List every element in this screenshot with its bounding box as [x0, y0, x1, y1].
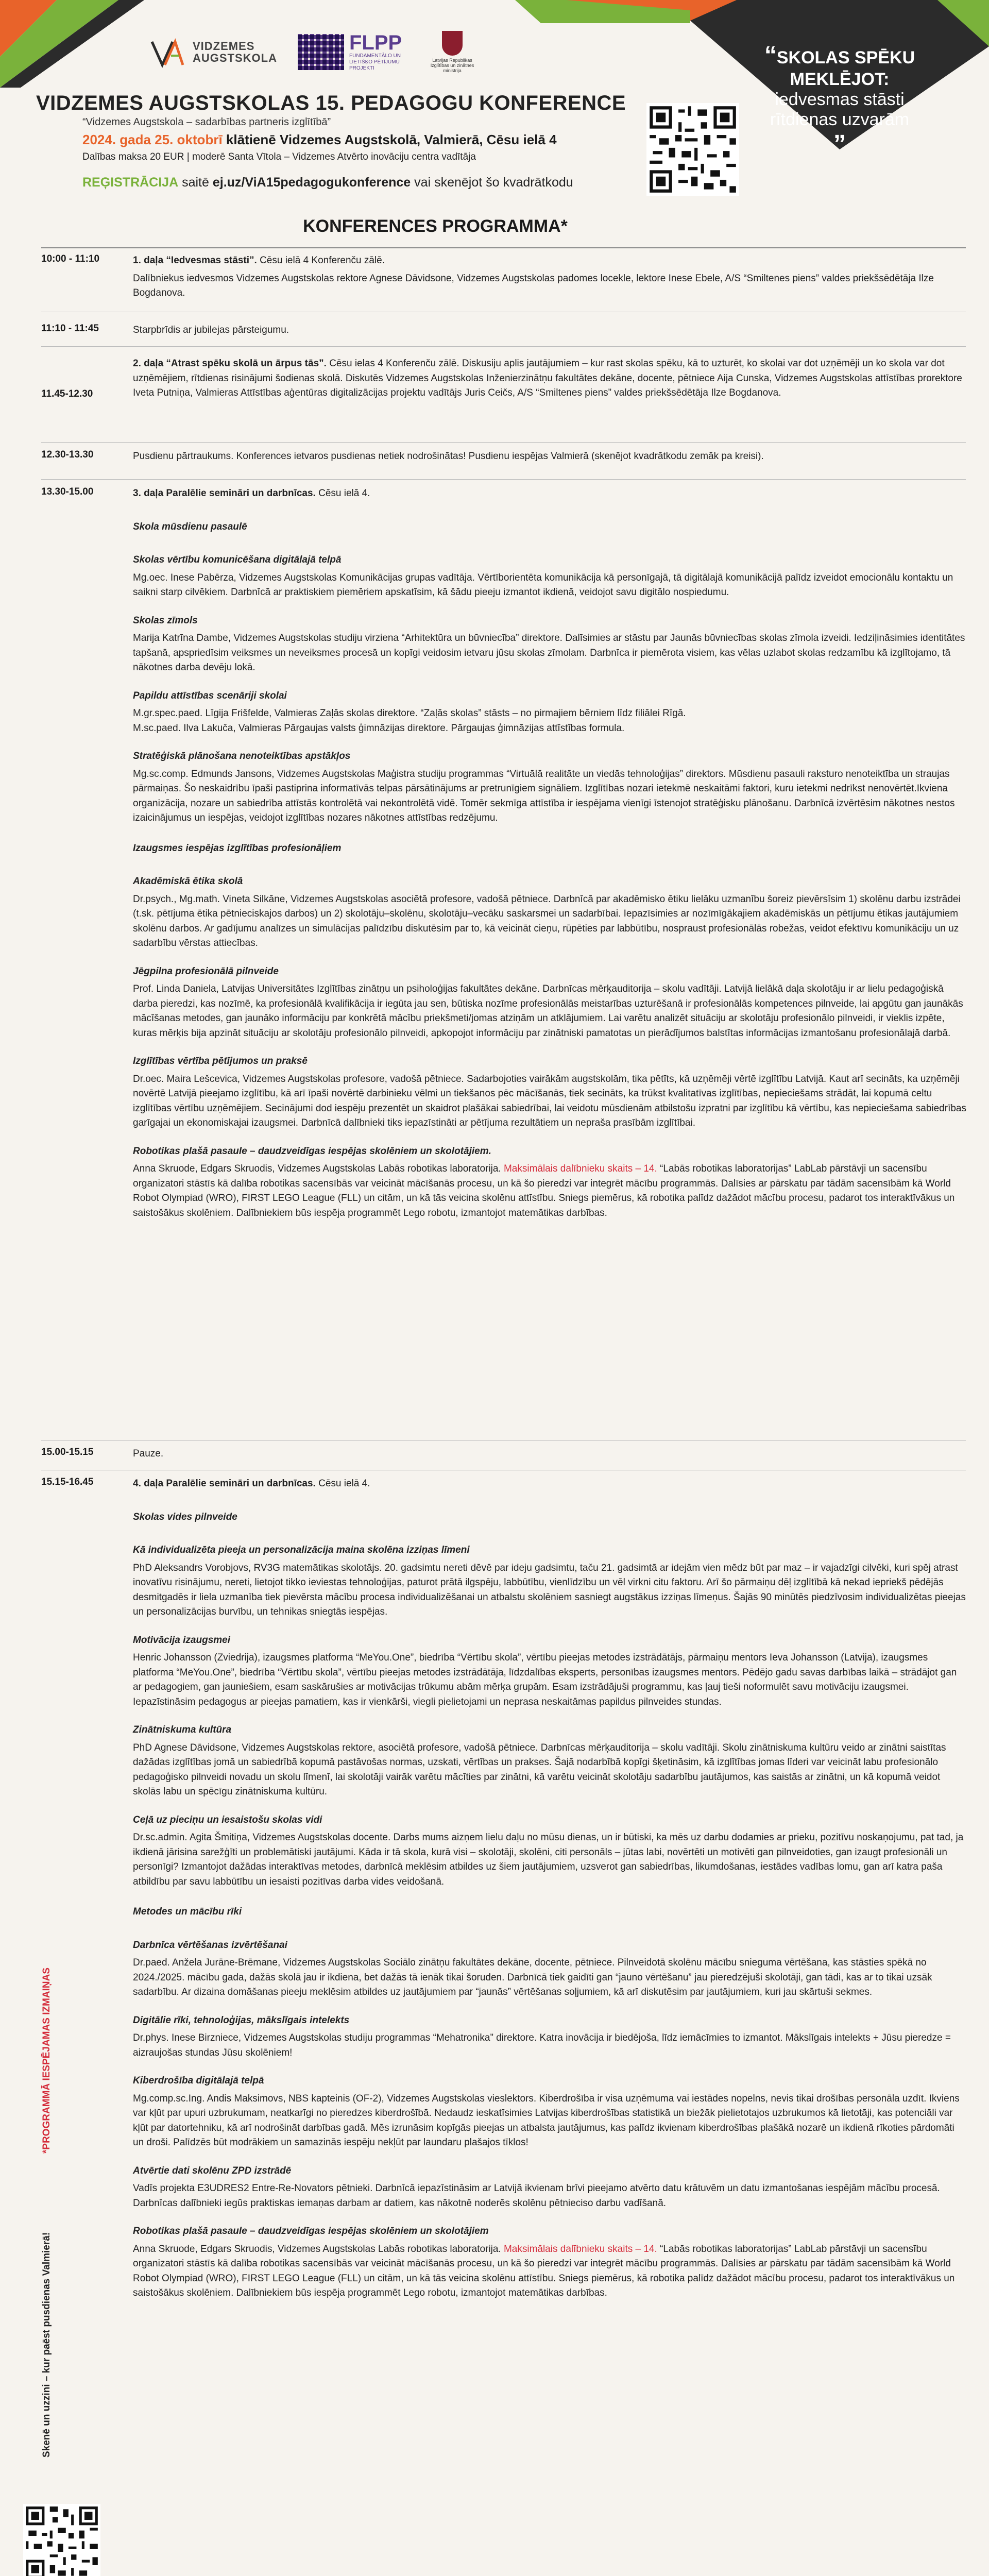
workshop-group-title: Izaugsmes iespējas izglītības profesionāļiem [133, 842, 342, 854]
event-location: klātienē Vidzemes Augstskolā, Valmierā, Cēsu ielā 4 [222, 132, 557, 147]
workshop-text: “Labās robotikas laboratorijas” LabLab pārstāvji un sacensību organizatori stāstīs kā dalība robotikas sacensībās var veicināt mācīšanās procesu, un kā šo pieredzi var integrēt mācību programmās. Dalīsies ar pārskatu par tādām sacensībām kā World Robot Olympiad (WRO), FIRST LEGO League (FLL) un citām, un kā tās veicina skolēnu attīstību. Sniegs piemērus, kā robotika palīdz dažādot mācību procesu, padarot tos interaktīvākus un saistošākus skolēniem. Dalībniekiem būs iespēja programmēt Lego robotu, izmantojot matemātikas darbības. [133, 2243, 955, 2298]
max-participants-note: Maksimālais dalībnieku skaits – 14. [503, 2243, 657, 2255]
badge-text: “SKOLAS SPĒKU MEKLĒJOT: iedvesmas stāsti rītdienas uzvarām ” [764, 42, 915, 158]
workshop-text: Dr.psych., Mg.math. Vineta Silkāne, Vidzemes Augstskolas asociētā profesore, vadošā pētniece. Darbnīcā par akadēmisko ētiku lielāku uzmanību šoreiz pievērsīsim 1) skolēnu darbu izstrādei (t.sk. pētījuma ētika pētnieciskajos darbos) un 2) skolotāju–skolēnu, skolotāju–vecāku saskarsmei un sadarbībai. Iepazīsimies ar nozīmīgākajiem akadēmiskās un pētījumu ētikas jautājumiem skolēnu darbos. Ar gadījumu analīzes un simulācijas palīdzību diskutēsim par to, kā veicināt cieņu, rūpēties par labbūtību, nospraust profesionālās robežas, veidot efektīvu komunikāciju un uz sadarbību vērstas attiecības. [133, 893, 961, 948]
workshop-title: Jēgpilna profesionālā pilnveide [133, 965, 279, 977]
workshop-leaders: Anna Skruode, Edgars Skruodis, Vidzemes Augstskolas Labās robotikas laboratorija. [133, 2243, 504, 2255]
session-time: 15.00-15.15 [41, 1447, 94, 1458]
flpp-name: FLPP [349, 31, 402, 54]
lunch-note [41, 2232, 62, 2458]
session-title: 2. daļa “Atrast spēku skolā un ārpus tās”. [133, 358, 327, 369]
workshop-title: Skolas vērtību komunicēšana digitālajā telpā [133, 554, 342, 565]
session-text: Starpbrīdis ar jubilejas pārsteigumu. [133, 325, 289, 335]
divider [41, 479, 966, 480]
workshop-text: Vadīs projekta E3UDRES2 Entre-Re-Novators pētnieki. Darbnīcā iepazīstināsim ar Latvijā ikvienam brīvi pieejamo atvērto datu krātuvēm un datu izmantošanas iespējām mācību procesā. Darbnīcas dalībnieki iegūs praktiskas iemaņas darbam ar datiem, kas nākotnē noderēs skolēnu pētnieciso darbu vadīšanā. [133, 2183, 940, 2209]
ministry-crest [427, 31, 478, 73]
workshop-text: Dr.phys. Inese Birzniece, Vidzemes Augstskolas studiju programmas “Mehatronika” direktore. Katra inovācija ir biedējoša, līdz iemācīmies to izmantot. Mākslīgais intelekts + Jūsu pieredze = aizraujošas stundas Jūsu skolēniem! [133, 2032, 951, 2058]
session-time: 15.15-16.45 [41, 1477, 94, 1487]
workshop-group-title: Metodes un mācību rīki [133, 1906, 242, 1917]
session-text: Pusdienu pārtraukums. Konferences ietvaros pusdienas netiek nodrošinātas! Pusdienu iespējas Valmierā (skenējot kvadrātkodu zemāk pa kreisi). [133, 451, 764, 462]
workshop-title: Izglītības vērtība pētījumos un praksē [133, 1056, 308, 1066]
session-time: 11.45-12.30 [41, 388, 93, 399]
flpp-grid-icon [298, 34, 344, 70]
registration-text: saitē [178, 175, 213, 190]
subtitle: “Vidzemes Augstskola – sadarbības partneris izglītībā” [82, 116, 331, 128]
workshops-block-1 [133, 486, 967, 1224]
va-logo-text: VIDZEMES AUGSTSKOLA [193, 39, 277, 64]
max-participants-note: Maksimālais dalībnieku skaits – 14. [503, 1163, 657, 1174]
registration-link[interactable]: ej.uz/ViA15pedagogukonference [212, 175, 411, 190]
workshop-title: Kā individualizēta pieeja un personalizācija maina skolēna izziņas līmeni [133, 1545, 470, 1555]
workshop-title: Skolas zīmols [133, 615, 198, 626]
session-place: Cēsu ielā 4. [315, 488, 370, 499]
divider [41, 442, 966, 443]
workshop-text: Marija Katrīna Dambe, Vidzemes Augstskolas studiju virziena “Arhitektūra un būvniecība” direktore. Dalīsimies ar stāstu par Jaunās būvniecības skolas zīmola izveidi. Iedziļināsimies identitātes tapšanā, apspriedīsim veiksmes un neveiksmes procesā un kopīgi veidosim ietvaru jūsu skolas zīmolam. Darbnīca ir piemērota visiem, kas vēlas uzlabot skolas redzamību kā izglītojamo, tā nākotnes darba devēju lokā. [133, 633, 965, 673]
workshop-title: Zinātniskuma kultūra [133, 1724, 232, 1735]
workshop-text: Dr.paed. Anžela Jurāne-Brēmane, Vidzemes Augstskolas Sociālo zinātņu fakultātes dekāne, docente, pētniece. Pilnveidotā skolēnu mācību snieguma vērtēšana, kas stāsties spēkā no 2024./2025. mācību gada, dažās skolā jau ir ikdiena, bet dažās tā ienāk tikai šoruden. Darbnīcā tiek gaidīti gan “jauno vērtēšanu” jau pieredzējuši skolotāji, gan tādi, kas ar to tikai uzsāk sadarbību. Ar dizaina domāšanas pieeju meklēsim atbildes uz jautājumiem par “jaunās” vērtēšanas soļjumiem, kā arī diskutēsim par jautājumiem, kuri jau skārtuši sekmes. [133, 1957, 932, 1997]
crest-icon [442, 31, 463, 56]
workshop-text: Henric Johansson (Zviedrija), izaugsmes platforma “MeYou.One”, biedrība “Vērtību skola”, vērtību pieejas metodes izstrādātājs, pārmaiņu mentors Ieva Johansson (Latvija), izaugsmes platforma “MeYou.One”, biedrība “Vērtību skola”, vērtību pieejas metodes izstrādātāja, līdzdalības eksperts, personības izaugsmes mentors. Pēdējo gadu savas darbības laikā – strādājot gan ar pedagogiem, gan jauniešiem, esam saskārušies ar motivācijas trūkumu abām mērķa grupām. Esam izstrādājuši programmu, kas ļauj tieši noformulēt savu motivāciju izaugsmei. Iepazīstināsim pedagogus ar pieejas pamatiem, kas ir vienkārši, viegli pielietojami un neprasa neskaitāmas papildus pilnveides stundas. [133, 1652, 957, 1707]
workshop-title: Akadēmiskā ētika skolā [133, 876, 243, 887]
workshop-title: Darbnīca vērtēšanas izvērtēšanai [133, 1939, 287, 1951]
workshop-title: Atvērtie dati skolēnu ZPD izstrādē [133, 2165, 292, 2176]
session-text: Dalībniekus iedvesmos Vidzemes Augstskolas rektore Agnese Dāvidsone, Vidzemes Augstskolas padomes locekle, lektore Inese Ebele, A/S “Smiltenes piens” valdes priekšsēdētāja Ilze Bogdanova. [133, 273, 934, 298]
flpp-logo [298, 32, 406, 72]
logo-bar [149, 31, 478, 73]
workshop-title: Kiberdrošība digitālajā telpā [133, 2075, 264, 2086]
crest-label: Latvijas Republikas Izglītības un zinātnes ministrija [430, 58, 474, 73]
workshop-title: Robotikas plašā pasaule – daudzveidīgas iespējas skolēniem un skolotājiem [133, 2226, 489, 2236]
workshop-text: PhD Aleksandrs Vorobjovs, RV3G matemātikas skolotājs. 20. gadsimtu nereti dēvē par ideju gadsimtu, taču 21. gadsimtā ar idejām vien mēdz būt par maz – ir vajadzīgi cilvēki, kuri spēj atrast inovatīvu risinājumu, nereti, lietojot tikko ieviestas tehnoloģijas, paturot prātā ilgspēju, labbūtību, vienlīdzību un vēl virkni citu faktoru. Arī šo pārmaiņu dēļ izglītībā kā nekad iepriekš pēdējās desmitgadēs ir liela uzmanība tiek pievērsta mācību procesa individualizēšanai un atbalstu skolēniem sasniegt augstākus izziņas līmeņus. Šajās 90 minūtēs piedzīvosim individualizētas pieejas un personalizācijas burvību, un tehnikas sniegtās iespējas. [133, 1562, 966, 1617]
session-title: 4. daļa Paralēlie semināri un darbnīcas. [133, 1478, 316, 1489]
session-time: 12.30-13.30 [41, 449, 94, 460]
workshop-text: Dr.oec. Maira Lešcevica, Vidzemes Augstskolas profesore, vadošā pētniece. Sadarbojoties vairākām augstskolām, tika pētīts, kā uzņēmēji vērtē izglītību Latvijā. Kaut arī secināts, ka uzņēmēji novērtē Latvijā pieejamo izglītību, kā arī īpaši novērtē darbinieku vēlmi un tiekšanos pēc mācīšanās, tiek secināts, ka trūkst kvalitatīvas izglītības, nepieciešams strādāt, lai kopumā celtu izglītības vērtību uzņēmējiem. Secinājumi dod iespēju prezentēt un skaidrot plašākai sabiedrībai, lai veidotu mūsdienām atbilstošu izpratni par izglītību kā vērtību, kas nepieciešama sabiedrības garīgajai un ekonomiskajai izaugsmei. Darbnīcā dalībnieki tiks iepazīstināti ar pētījuma rezultātiem un nepraša prasībām izglītībai. [133, 1073, 966, 1128]
date-line [82, 132, 557, 148]
session-title: 1. daļa “Iedvesmas stāsti”. [133, 255, 257, 266]
lunch-note-text: Skenē un uzzini – kur paēst pusdienas Valmierā! [41, 2232, 52, 2458]
event-date: 2024. gada 25. oktobrī [82, 132, 223, 147]
workshop-text: PhD Agnese Dāvidsone, Vidzemes Augstskolas rektore, asociētā profesore, vadošā pētniece. Darbnīcas mērķauditorija – skolu vadītāji. Skolu zinātniskuma kultūru veido ar zinātni saistītas dažādas izglītības jomā un sabiedrībā kopumā pastāvošas normas, uzskati, vērtības un prakses. Šajā nodarbībā kopīgi šķetināsim, kā izglītības jomas līderi var veicināt labu profesionālo pedagoģisko pilnveidi novadu un skolu līmenī, lai skolotāji vairāk varētu mācīties par zinātni, kā varētu veicināt skolotāju sadarbību jautājumos, kas saistās ar zinātni, un kā kopumā veidot skolās labu un spēcīgu zinātniskuma kultūru. [133, 1742, 946, 1797]
flpp-sub: FUNDAMENTĀLO UN LIETIŠĶO PĒTĪJUMU PROJEKTI [349, 53, 401, 71]
session-content [133, 253, 967, 304]
session-text: Cēsu ielas 4 Konferenču zālē. Diskusiju aplis jautājumiem – kur rast skolas spēku, kā to uzturēt, ko skolai var dot uzņēmēji un ko skola var dot uzņēmējiem, rītdienas risinājumi šodienas skolā. Diskutēs Vidzemes Augstskolas Inženierzinātņu fakultātes dekāne, docente, pētniece Aija Cunska, Vidzemes Augstskolas attīstības prorektore Iveta Putniņa, Valmieras Attīstības aģentūras digitalizācijas projektu vadītājs Juris Ceičs, A/S “Smiltenes piens” valdes priekšsēdētāja Ilze Bogdanova. [133, 358, 962, 398]
workshop-text: Dr.sc.admin. Agita Šmitiņa, Vidzemes Augstskolas docente. Darbs mums aizņem lielu daļu no mūsu dienas, un ir būtiski, ka mēs uz darbu dodamies ar prieku, pozitīvu noskaņojumu, pat tad, ja ikdienā jārisina sarežģīti un problemātiski jautājumi. Kāda ir tā skola, kurā visi – skolotāji, skolēni, citi personāls – jūtas labi, novērtēti un motivēti gan pilnveidoties, gan izaugt profesionāli un personīgi? Izmantojot dažādas interaktīvas metodes, darbnīcā meklēsim atbildes uz šiem jautājumiem, uzsverot gan sabiedrības, likumdošanas, iestādes vadības lomu, gan arī katra paša atbildību par savu labbūtību un iesaisti pozitīvas darba vides veidošanā. [133, 1832, 964, 1887]
changes-note-text: *PROGRAMMĀ IESPĒJAMAS IZMAIŅAS [41, 1967, 52, 2154]
workshop-group-title: Skola mūsdienu pasaulē [133, 521, 247, 532]
changes-note [41, 1947, 62, 2154]
workshop-text: Mg.oec. Inese Pabērza, Vidzemes Augstskolas Komunikācijas grupas vadītāja. Vērtīborientēta komunikācija kā personīgajā, tā digitālajā komunikācijā palīdz izveidot emocionālu kontaktu un saikni starp cilvēkiem. Darbnīcā ar praktiskiem piemēriem apskatīsim, kā šādu pieeju izmantot ikdienā, veidojot savu digitālo nospiedumu. [133, 572, 953, 598]
divider [41, 247, 966, 248]
workshop-group-title: Skolas vides pilnveide [133, 1511, 237, 1522]
va-mark-icon [149, 34, 185, 70]
registration-line [82, 175, 573, 190]
session-time: 10:00 - 11:10 [41, 253, 100, 264]
workshops-block-2 [133, 1477, 967, 2304]
fee-line: Dalības maksa 20 EUR | moderē Santa Vītola – Vidzemes Atvērto inovāciju centra vadītāja [82, 151, 476, 162]
registration-tail: vai skenējot šo kvadrātkodu [411, 175, 573, 190]
workshop-title: Ceļā uz pieciņu un iesaistošu skolas vidi [133, 1814, 322, 1825]
lunch-qr-code[interactable] [23, 2504, 100, 2576]
session-time: 11:10 - 11:45 [41, 323, 99, 334]
workshop-text: Mg.sc.comp. Edmunds Jansons, Vidzemes Augstskolas Maģistra studiju programmas “Virtuālā realitāte un viedās tehnoloģijas” direktors. Mūsdienu pasauli raksturo nenoteiktība un straujas pārmaiņas. Šo neskaidrību īpaši pastiprina informatīvās telpas pārsātinājums ar pretrunīgiem signāliem. Izglītības nozari ietekmē neskaitāmi faktori, kuru ietekmi nedrīkst nenovērtēt.Ikviena organizācija, nozare un sabiedrība attīstās kontrolētā vai nekontrolētā vidē. Tomēr sekmīga attīstība ir iespējama vienīgi īstenojot stratēģisku plānošanu. Darbnīcā izvērtēsim nākotnes nestos izaicinājumus un iespējas, veidojot izglītības nozares nākotnes attīstības redzējumu. [133, 768, 955, 823]
divider [41, 346, 966, 347]
session-time: 13.30-15.00 [41, 486, 94, 497]
workshop-title: Papildu attīstības scenāriji skolai [133, 690, 287, 701]
workshop-title: Robotikas plašā pasaule – daudzveidīgas iespējas skolēniem un skolotājiem. [133, 1145, 491, 1157]
session-text: Pauze. [133, 1448, 164, 1459]
workshop-title: Digitālie rīki, tehnoloģijas, mākslīgais intelekts [133, 2014, 350, 2026]
workshop-title: Stratēģiskā plānošana nenoteiktības apstākļos [133, 751, 351, 761]
registration-qr-code[interactable] [646, 103, 739, 196]
session-title: 3. daļa Paralēlie semināri un darbnīcas. [133, 488, 316, 499]
workshop-text: Prof. Linda Daniela, Latvijas Universitātes Izglītības zinātņu un psiholoģijas fakultātes dekāne. Darbnīcas mērķauditorija – skolu vadītāji. Latvijā lielākā daļa skolotāju ir ar lielu pedagoģiskā darba pieredzi, kas nozīmē, ka profesionālā kvalifikācija ir iegūta jau sen, būtiska nozīme profesionālās meistarības uzturēšanā ir profesionālās kompetences pilnveide, lai apgūtu gan jaunākās mācīšanas metodes, gan jaunāko informāciju par konkrētā mācību priekšmeti/jomas atziņām un atklājumiem. Lai varētu analizēt situāciju ar skolotāju profesionālo pilnveidi, ir vieklis izpēte, kuras mērķis bija apzināt situāciju ar skolotāju profesionālo pilnveidi, apkopojot informāciju par zinātniski pamatotas un pierādījumos balstītas informācijas izmantošanu profesionālajā darbā. [133, 984, 963, 1039]
session-place: Cēsu ielā 4 Konferenču zālē. [257, 255, 385, 266]
workshop-title: Motivācija izaugsmei [133, 1634, 231, 1646]
session-place: Cēsu ielā 4. [315, 1478, 370, 1489]
program-title: KONFERENCES PROGRAMMA* [303, 216, 568, 236]
page-title: VIDZEMES AUGSTSKOLAS 15. PEDAGOGU KONFERENCE [36, 92, 626, 114]
workshop-text: Mg.comp.sc.Ing. Andis Maksimovs, NBS kapteinis (OF-2), Vidzemes Augstskolas vieslektors. Kiberdrošība ir visa uzņēmuma vai iestādes nopelns, nevis tikai drošības personāla uzdīt. Ikviens var kļūt par upuri uzbrukumam, neatkarīgi no pieredzes kiberdrošībā. Nedaudz ieskatīsimies Latvijas kiberdrošības statistikā un biežāk pielietotajos uzbrukumos kā lietotāji, kas potenciāli var kļūt par datortehniku, kā arī nodrošināt darbības gadā. Mēs izrunāsim kopīgās pieejas un atbalsta jautājumus, kas palīdz ikvienam kiberdrošības plašākā nozarē un ikdienā rīkoties pārdomāti un droši. Palīdzēs būt modrākiem un samazinās iespēju nekļūt par laundaru plašajos tīklos! [133, 2093, 960, 2148]
registration-label: REĢISTRĀCIJA [82, 175, 179, 190]
workshop-text: “Labās robotikas laboratorijas” LabLab pārstāvji un sacensību organizatori stāstīs kā dalība robotikas sacensībās var veicināt mācīšanās procesu, un kā šo pieredzi var integrēt mācību programmās. Dalīsies ar pārskatu par tādām sacensībām kā World Robot Olympiad (WRO), FIRST LEGO League (FLL) un citām, un kā tās veicina skolēnu attīstību. Sniegs piemērus, kā robotika palīdz dažādot mācību procesu, padarot tos interaktīvākus un saistošākus skolēniem. Dalībniekiem būs iespēja programmēt Lego robotu, izmantojot matemātikas darbības. [133, 1163, 955, 1218]
workshop-leaders: Anna Skruode, Edgars Skruodis, Vidzemes Augstskolas Labās robotikas laboratorija. [133, 1163, 504, 1174]
va-logo [149, 34, 277, 70]
workshop-text: M.gr.spec.paed. Līgija Frišfelde, Valmieras Zaļās skolas direktore. “Zaļās skolas” stāsts – no pirmajiem bērniem līdz filiālei Rīgā. M.sc.paed. Ilva Lakuča, Valmieras Pārgaujas valsts ģimnāzijas direktore. Pārgaujas ģimnāzijas attīstības formula. [133, 708, 686, 734]
